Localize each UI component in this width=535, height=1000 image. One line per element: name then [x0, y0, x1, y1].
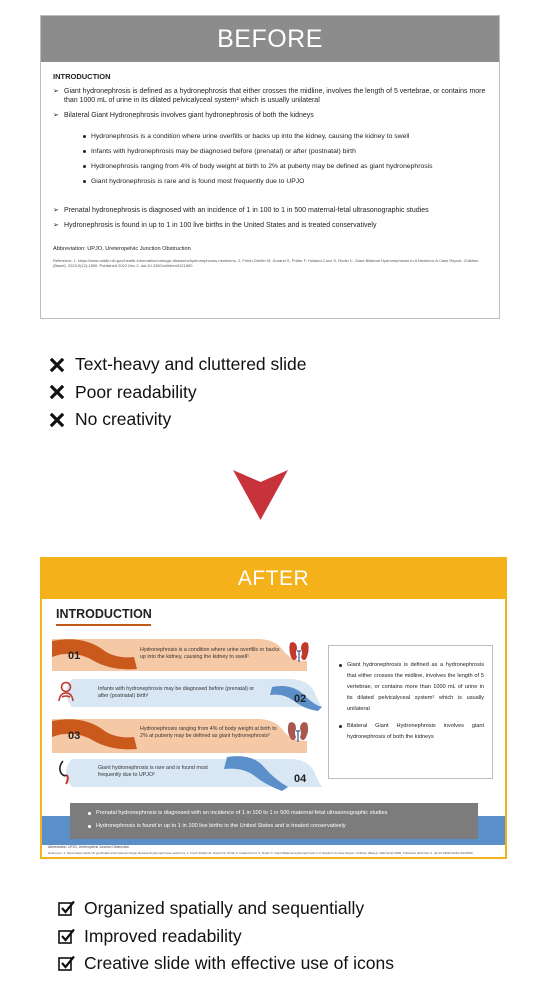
down-arrow-icon [233, 470, 288, 520]
step-text: Hydronephrosis is a condition where urine overfills or backs up into the kidney, causing the kidney to swell¹ [140, 647, 280, 660]
pro-text: Creative slide with effective use of icons [84, 953, 394, 974]
arrow-bullet-icon: ➢ [53, 112, 59, 119]
x-mark-icon [50, 413, 64, 427]
con-item [50, 379, 307, 407]
step-number: 02 [294, 693, 307, 705]
pro-item [58, 923, 394, 951]
before-bullet-list [83, 132, 487, 186]
checkbox-check-icon [58, 900, 75, 917]
before-reference: Reference: 1. https://www.niddk.nih.gov/health-information/urologic-diseases/hydronephrosis-newborns. 2. Frech-Dörfler M, Durand S, Prüfer F, Holland-Cunz S, Rudin C. Giant Bilateral Hydronephrosis In A Newborn-A Case Report. Children (Basel). 2022;9(12):1890. Published 2022 Dec 2. doi:10.3390/children9121890 [53, 258, 479, 268]
before-arrow-item: ➢ Hydronephrosis is found in up to 1 in 100 live births in the United States and is treated conservatively [53, 222, 377, 229]
kidney-icon [286, 719, 310, 748]
side-item: Giant hydronephrosis is defined as a hydronephrosis that either crosses the midline, involves the length of 5 vertebrae, or contains more than 1000 mL of urine in its dilated pelvicalyceal system² which is usually unilateral [339, 660, 484, 715]
con-text: Poor readability [75, 381, 197, 402]
con-item [50, 406, 307, 434]
checkbox-check-icon [58, 928, 75, 945]
before-banner: BEFORE [41, 16, 499, 62]
x-mark-icon [50, 385, 64, 399]
step-number: 01 [68, 650, 81, 662]
arrow-bullet-icon: ➢ [53, 207, 59, 214]
pro-item [58, 895, 394, 923]
before-abbreviation: Abbreviation: UPJO, Ureteropelvic Junction Obstruction [53, 246, 191, 252]
gray-item: Hydronephrosis is found in up to 1 in 100 live births in the United States and is treated conservatively [88, 821, 466, 831]
before-slide [40, 15, 500, 319]
before-arrow-item: ➢ Bilateral Giant Hydronephrosis involves giant hydronephrosis of both the kidneys [53, 112, 314, 119]
side-info-box [328, 645, 493, 779]
before-bullet-item: Infants with hydronephrosis may be diagnosed before (prenatal) or after (postnatal) birth [83, 147, 487, 156]
step-text: Hydronephrosis ranging from 4% of body weight at birth to 2% at puberty may be defined as giant hydronephrosis² [140, 726, 277, 739]
checkbox-check-icon [58, 955, 75, 972]
gray-item: Prenatal hydronephrosis is diagnosed with an incidence of 1 in 100 to 1 in 500 maternal-fetal ultrasonographic studies [88, 808, 466, 818]
baby-icon [56, 681, 76, 708]
ureter-icon [57, 759, 77, 790]
before-arrow-item: ➢ Prenatal hydronephrosis is diagnosed with an incidence of 1 in 100 to 1 in 500 maternal-fetal ultrasonographic studies [53, 207, 429, 214]
before-bullet-item: Giant hydronephrosis is rare and is found most frequently due to UPJO [83, 177, 487, 186]
heading-underline [56, 624, 151, 626]
before-bullet-item: Hydronephrosis ranging from 4% of body weight at birth to 2% at puberty may be defined as giant hydronephrosis [83, 162, 487, 171]
pro-text: Organized spatially and sequentially [84, 898, 365, 919]
cons-list [50, 351, 307, 434]
step-number: 03 [68, 730, 81, 742]
ribbon-steps [42, 635, 342, 805]
after-banner: AFTER [42, 559, 505, 599]
pros-list [58, 895, 394, 978]
con-text: No creativity [75, 409, 172, 430]
before-heading: INTRODUCTION [53, 72, 111, 81]
before-arrow-item: ➢ Giant hydronephrosis is defined as a hydronephrosis that either crosses the midline, involves the length of 5 vertebrae, or contains more than 1000 mL of urine in its dilated pelvicalyceal system² which is usually unilateral [53, 88, 486, 104]
after-reference: Reference: 1. https://www.niddk.nih.gov/health-information/urologic-diseases/hydronephrosis-newborns. 2. Frech-Dörfler M, Durand S, Prüfer F, Holland-Cunz S, Rudin C. Giant Bilateral Hydronephrosis In A Newborn-A Case Report. Children (Basel). 2022;9(12):1890. Published 2022 Dec 2. doi:10.3390/children9121890 [48, 851, 473, 855]
side-item: Bilateral Giant Hydronephrosis involves giant hydronephrosis of both the kidneys [339, 721, 484, 743]
step-number: 04 [294, 773, 307, 785]
x-mark-icon [50, 358, 64, 372]
con-text: Text-heavy and cluttered slide [75, 354, 307, 375]
step-text: Giant hydronephrosis is rare and is found most frequently due to UPJO² [98, 765, 208, 778]
after-heading: INTRODUCTION [56, 607, 152, 621]
step-text: Infants with hydronephrosis may be diagnosed before (prenatal) or after (postnatal) birth¹ [98, 686, 255, 699]
before-bullet-item: Hydronephrosis is a condition where urine overfills or backs up into the kidney, causing the kidney to swell [83, 132, 487, 141]
after-slide [40, 557, 507, 859]
pro-text: Improved readability [84, 925, 242, 946]
gray-summary-box [70, 803, 478, 839]
arrow-bullet-icon: ➢ [53, 222, 59, 229]
pro-item [58, 950, 394, 978]
arrow-bullet-icon: ➢ [53, 88, 59, 95]
con-item [50, 351, 307, 379]
kidney-icon [288, 639, 310, 668]
before-body [41, 62, 499, 268]
after-abbreviation: Abbreviation: UPJO, Ureteropelvic Junction Obstruction [48, 845, 130, 849]
